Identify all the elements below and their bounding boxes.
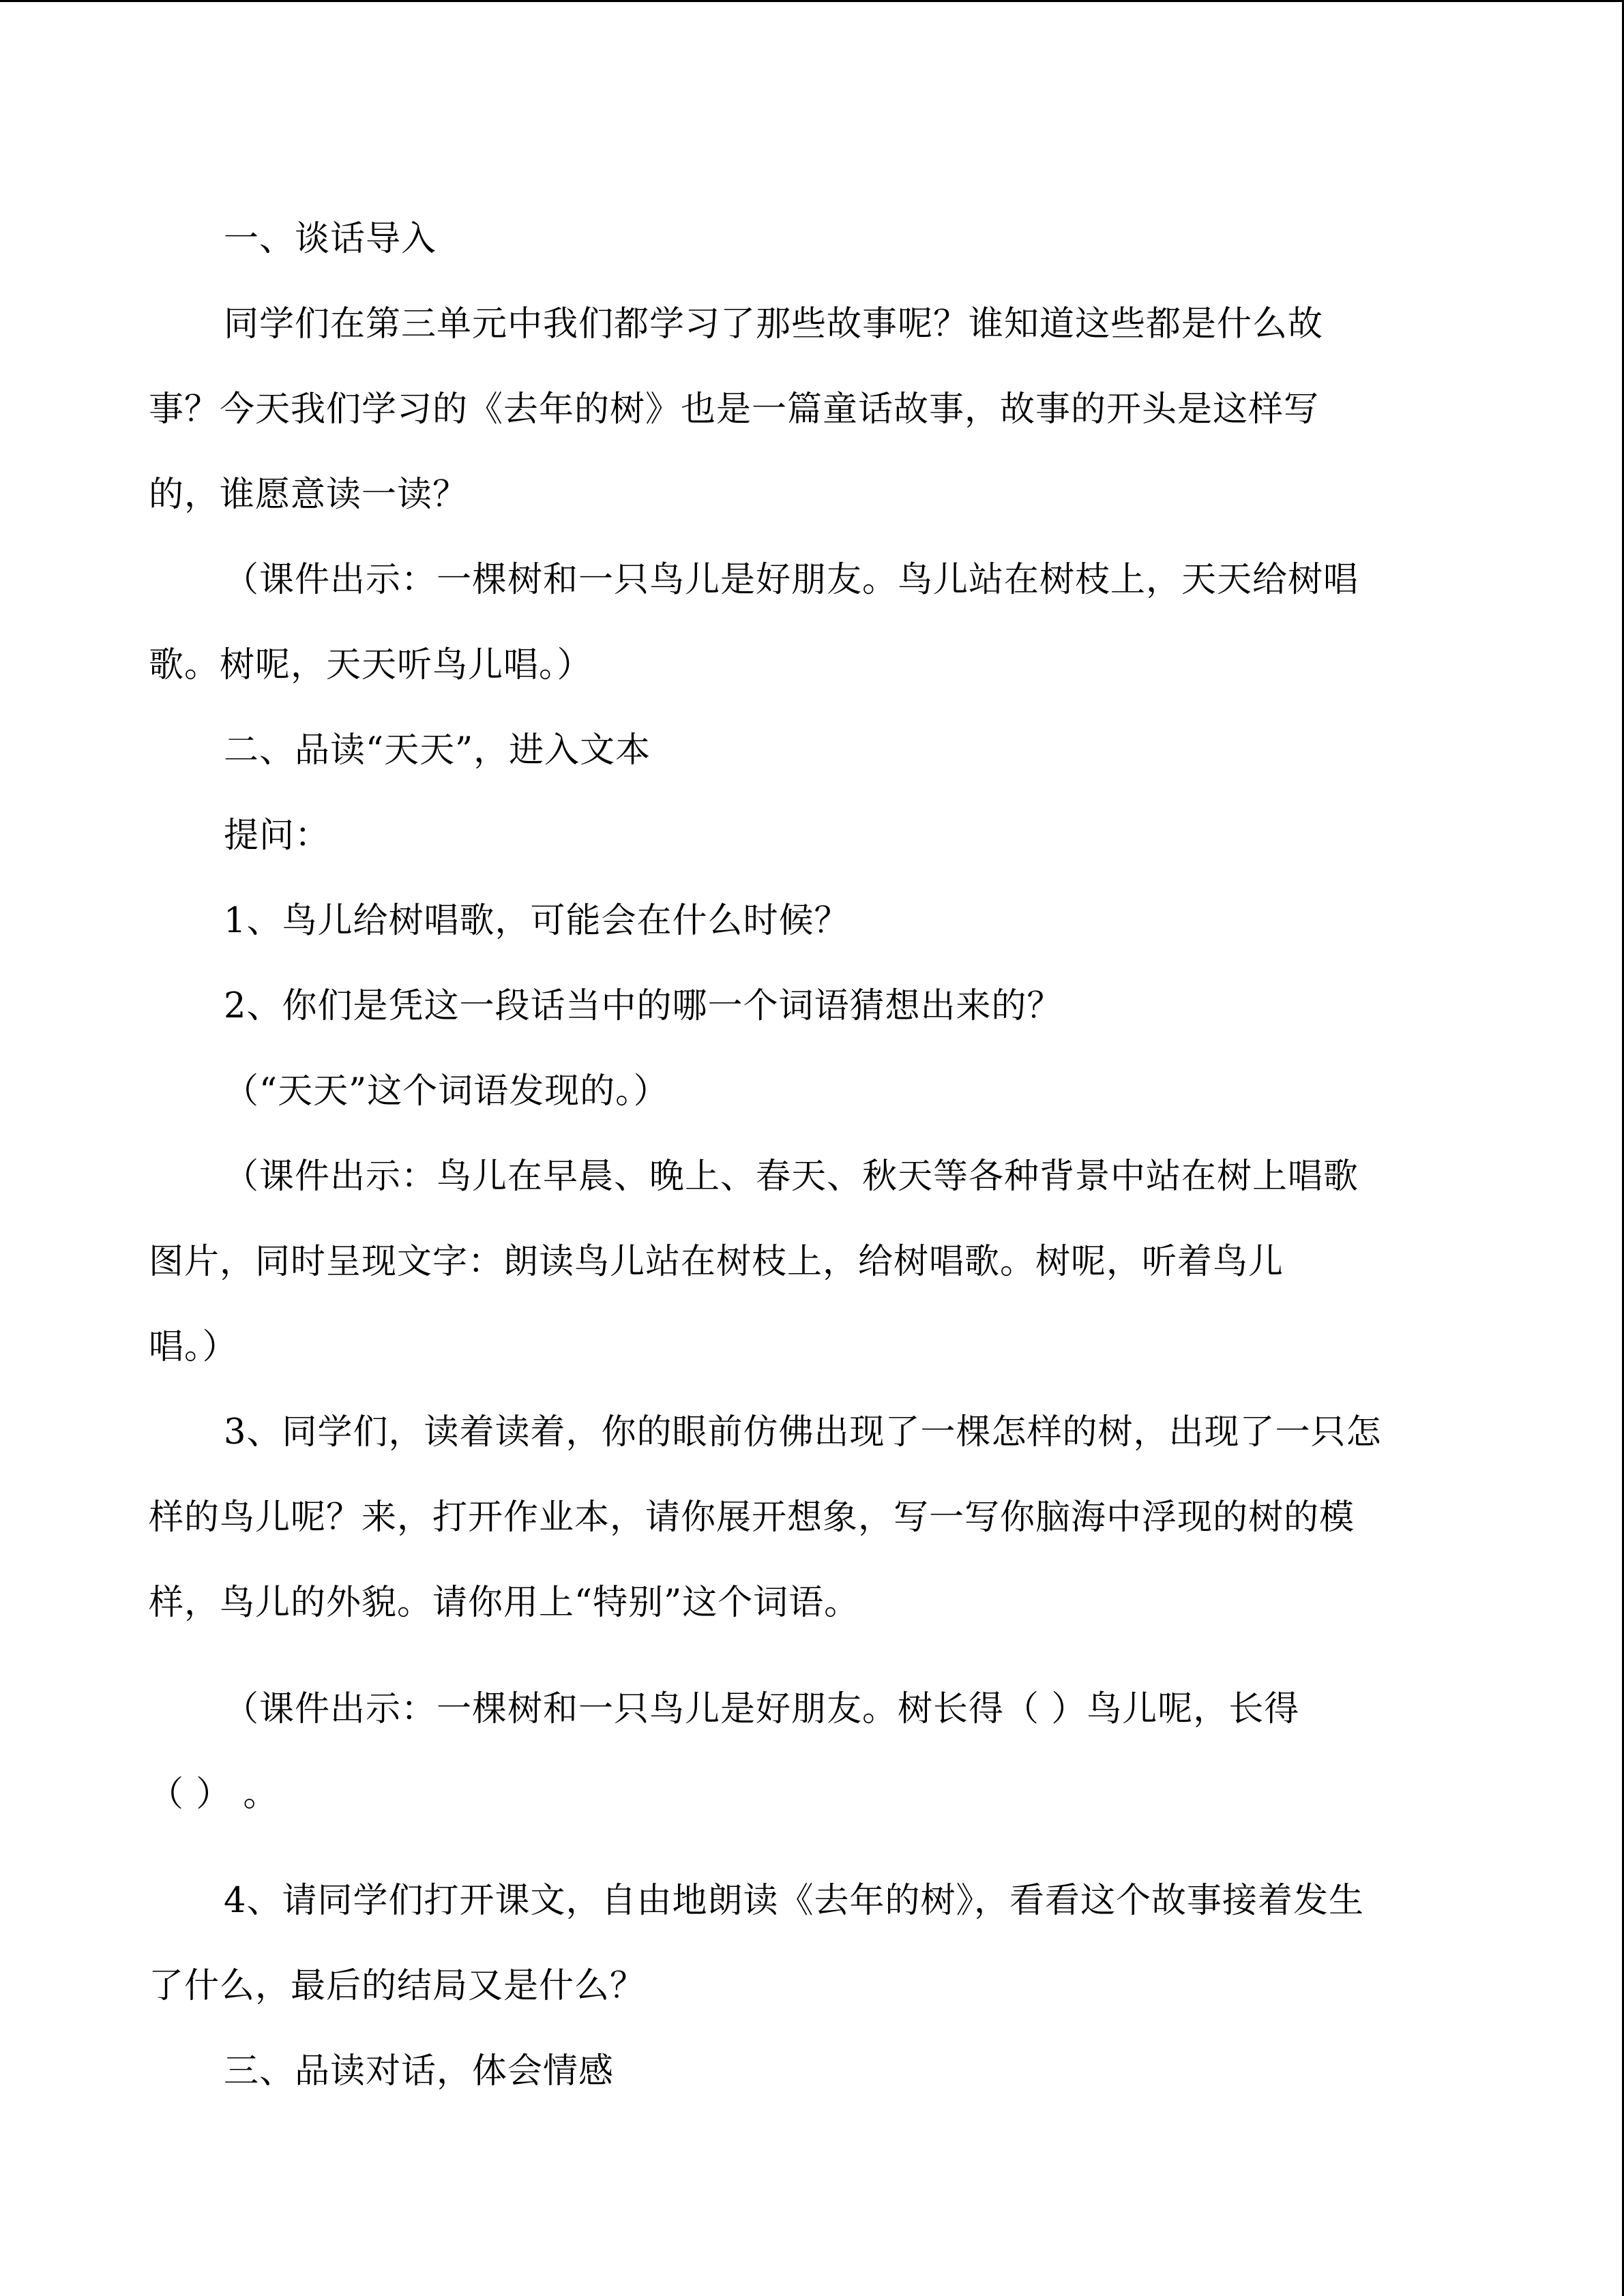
paragraph-line: （课件出示：一棵树和一只鸟儿是好朋友。树长得（ ）鸟儿呢，长得 — [224, 1689, 1300, 1729]
paragraph-line: 4、请同学们打开课文，自由地朗读《去年的树》，看看这个故事接着发生 — [224, 1881, 1364, 1921]
paragraph-line: 样，鸟儿的外貌。请你用上“特别”这个词语。 — [149, 1583, 860, 1623]
section-heading-2: 二、品读“天天”，进入文本 — [224, 730, 651, 771]
paragraph-line: 事？今天我们学习的《去年的树》也是一篇童话故事，故事的开头是这样写 — [149, 389, 1320, 430]
paragraph-line: 1、鸟儿给树唱歌，可能会在什么时候？ — [224, 901, 850, 941]
paragraph-line: 同学们在第三单元中我们都学习了那些故事呢？谁知道这些都是什么故 — [224, 304, 1324, 344]
paragraph-line: 2、你们是凭这一段话当中的哪一个词语猜想出来的？ — [224, 986, 1063, 1026]
paragraph-line: 图片，同时呈现文字：朗读鸟儿站在树枝上，给树唱歌。树呢，听着鸟儿 — [149, 1242, 1284, 1282]
paragraph-line: （课件出示：一棵树和一只鸟儿是好朋友。鸟儿站在树枝上，天天给树唱 — [224, 560, 1359, 600]
paragraph-line: 唱。） — [149, 1327, 238, 1367]
paragraph-line: （“天天”这个词语发现的。） — [224, 1071, 669, 1112]
paragraph-line: （ ） 。 — [149, 1774, 279, 1815]
paragraph-line: （课件出示：鸟儿在早晨、晚上、春天、秋天等各种背景中站在树上唱歌 — [224, 1157, 1359, 1197]
section-heading-3: 三、品读对话，体会情感 — [224, 2051, 615, 2091]
paragraph-line: 3、同学们，读着读着，你的眼前仿佛出现了一棵怎样的树，出现了一只怎 — [224, 1412, 1382, 1452]
paragraph-line: 的，谁愿意读一读？ — [149, 475, 469, 515]
section-heading-1: 一、谈话导入 — [224, 219, 437, 259]
paragraph-line: 歌。树呢，天天听鸟儿唱。） — [149, 645, 593, 685]
paragraph-line: 提问： — [224, 816, 331, 856]
paragraph-line: 样的鸟儿呢？来，打开作业本，请你展开想象，写一写你脑海中浮现的树的模 — [149, 1497, 1355, 1538]
paragraph-line: 了什么，最后的结局又是什么？ — [149, 1966, 646, 2006]
